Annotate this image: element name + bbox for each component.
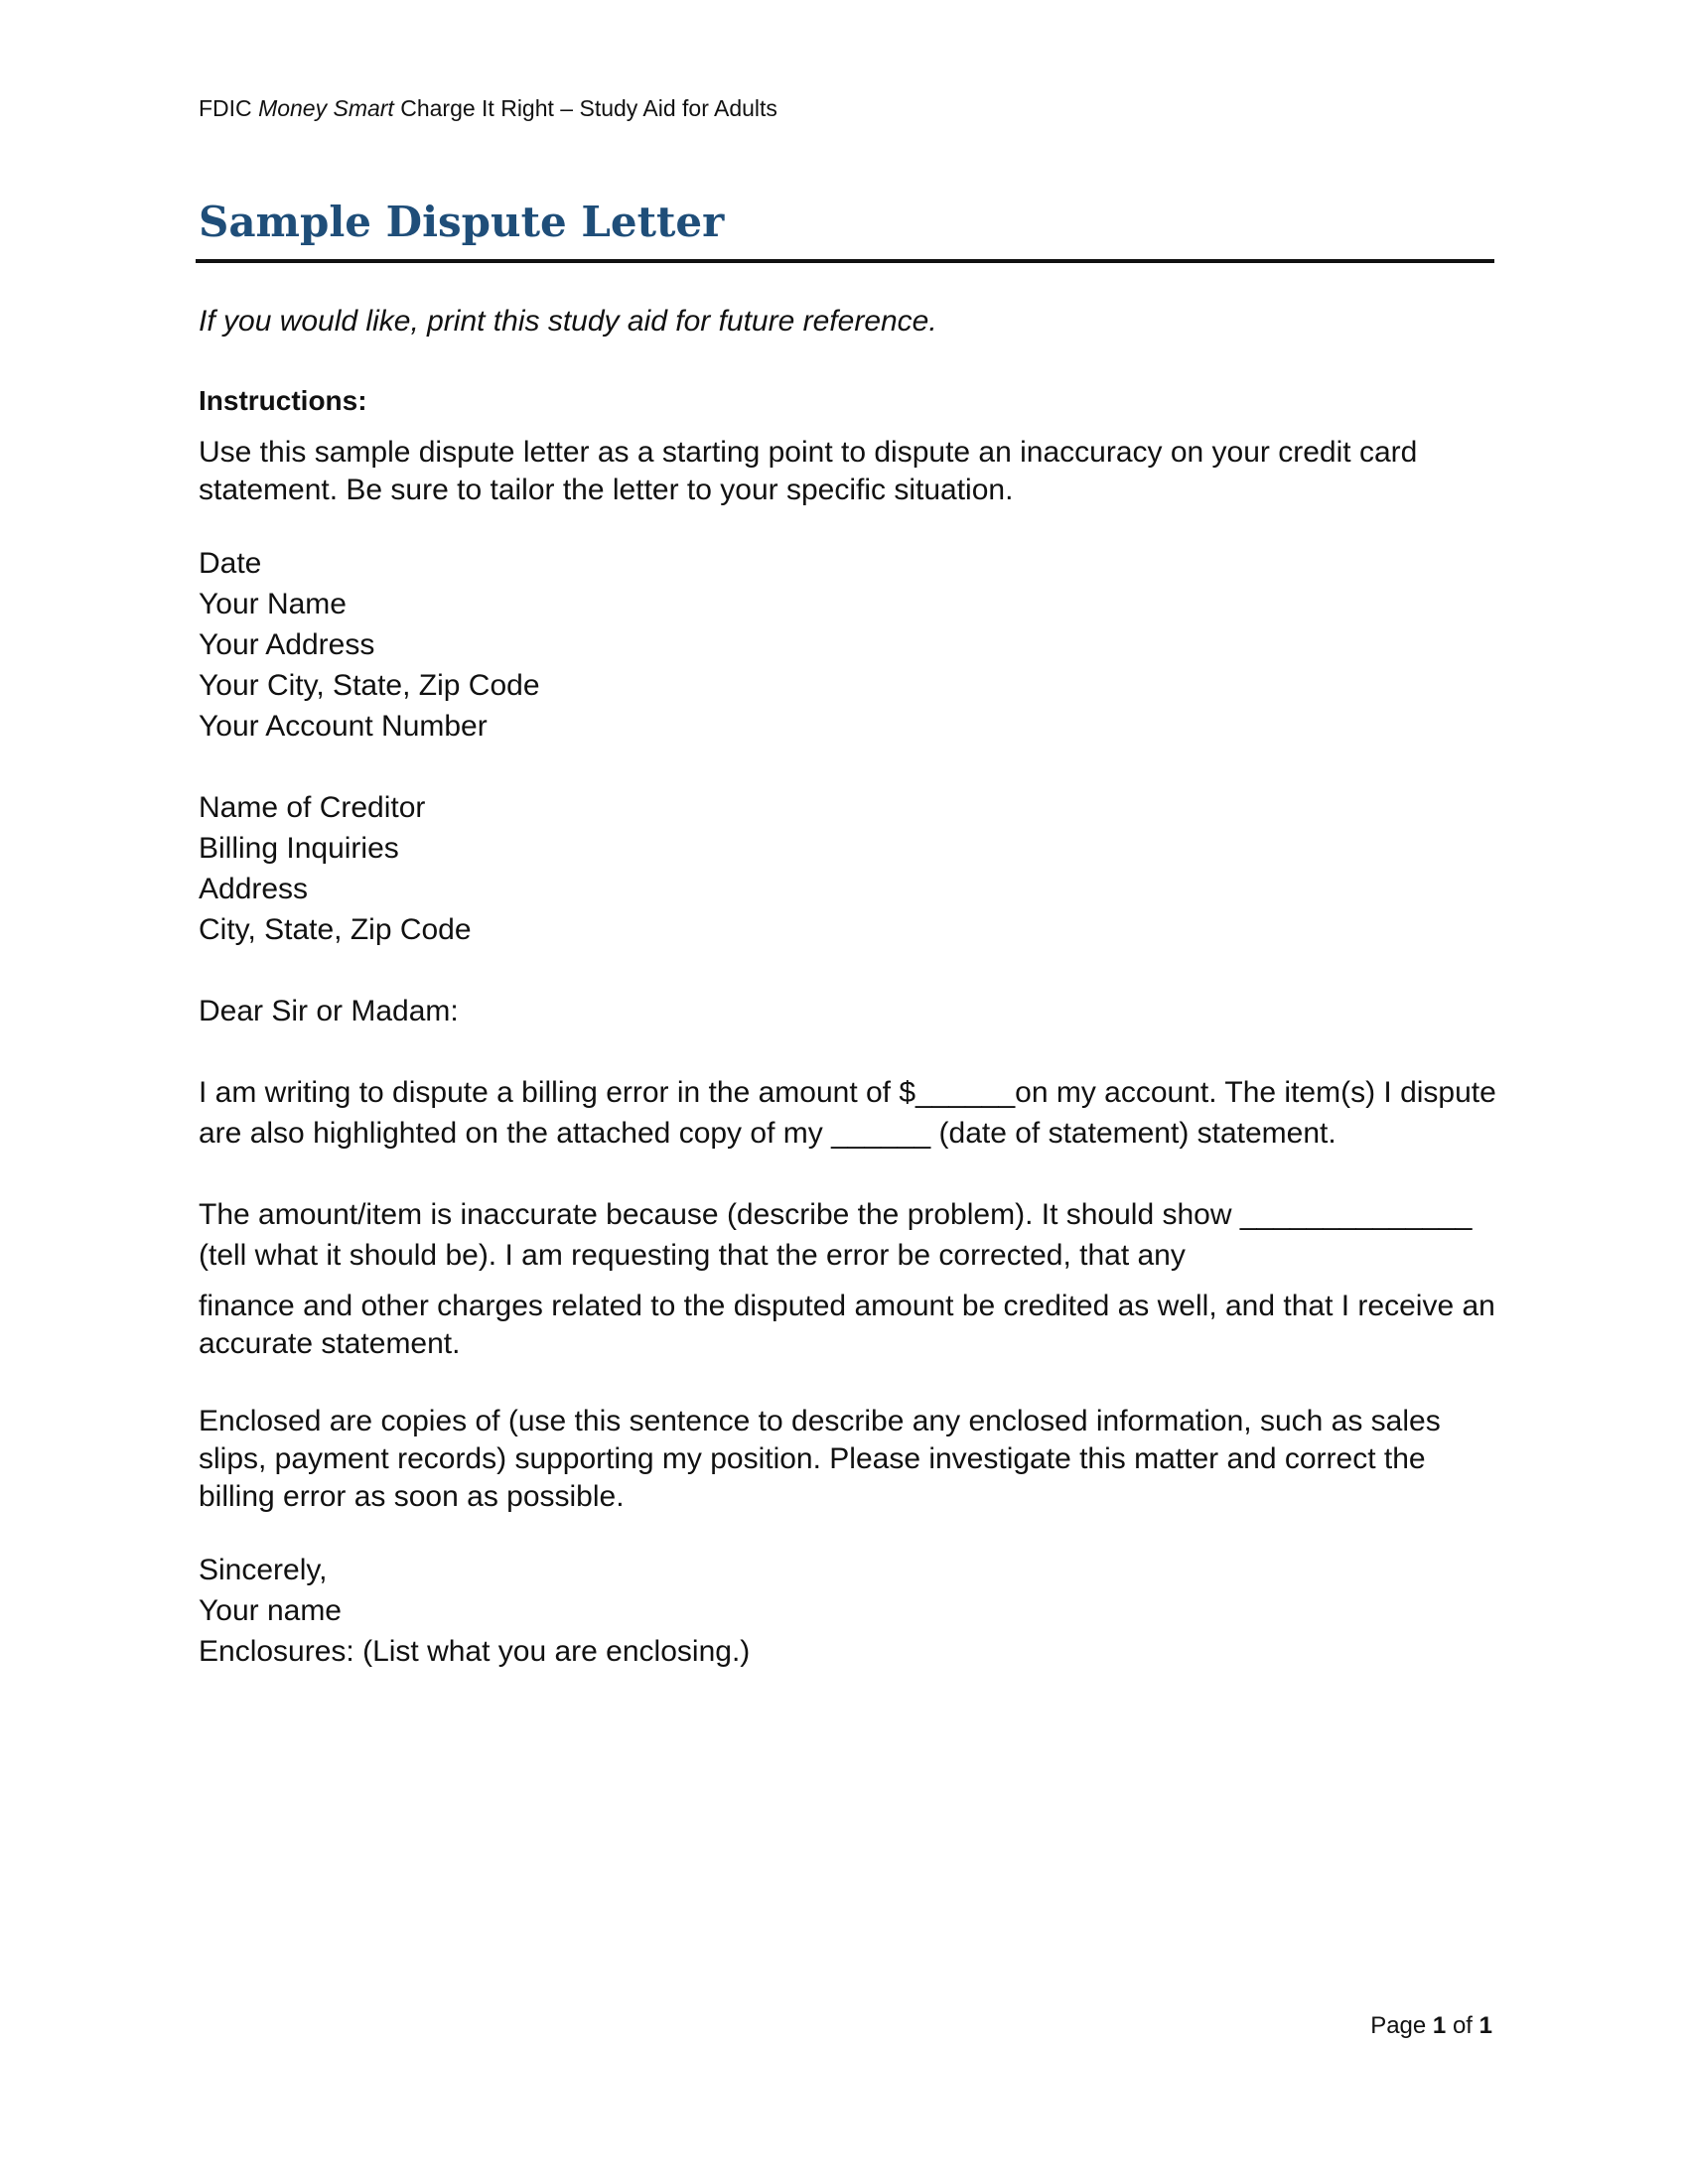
intro-note: If you would like, print this study aid for future reference. [199,305,937,338]
page-label: Page [1370,2012,1427,2039]
closing-line: Sincerely, [199,1554,328,1586]
recipient-line: City, State, Zip Code [199,913,472,946]
sender-line: Your Address [199,628,375,661]
letter-paragraph-3: Enclosed are copies of (use this sentence to describe any enclosed information, such as sales slips, payment records) supporting my position. Please investigate this matter and correct the billing error as soon as possible. [199,1405,1441,1513]
page-title: Sample Dispute Letter [199,198,725,246]
sender-line: Your Account Number [199,710,488,743]
letter-paragraph-1: I am writing to dispute a billing error in the amount of $______on my account. The item(s) I dispute are also highlighted on the attached copy of my ______ (date of statement) statement. [199,1076,1496,1150]
page-current: 1 [1432,2012,1447,2039]
document-body [199,303,1499,1672]
running-header [199,93,777,123]
sender-line: Your Name [199,588,347,620]
page-of-label: of [1452,2012,1473,2039]
instructions-heading: Instructions: [199,385,367,416]
recipient-line: Billing Inquiries [199,832,399,865]
salutation: Dear Sir or Madam: [199,995,459,1027]
closing-line: Your name [199,1594,342,1627]
title-divider [196,259,1494,263]
instructions-body: Use this sample dispute letter as a starting point to dispute an inaccuracy on your credit card statement. Be sure to tailor the letter to your specific situation. [199,436,1418,506]
recipient-line: Address [199,873,309,905]
sender-line: Your City, State, Zip Code [199,669,540,702]
letter-paragraph-2b: finance and other charges related to the disputed amount be credited as well, and that I receive an accurate statement. [199,1290,1495,1360]
closing-block [199,1550,1499,1672]
sender-address-block [199,543,1499,747]
header-prefix: FDIC [199,95,252,121]
recipient-address-block [199,787,1499,950]
header-suffix: Charge It Right – Study Aid for Adults [400,95,777,121]
page-total: 1 [1478,2012,1492,2039]
letter-paragraph-2a: The amount/item is inaccurate because (describe the problem). It should show ______________ (tell what it should be). I am requesting that the error be corrected, that any [199,1198,1473,1272]
page-number [1370,2011,1492,2041]
recipient-line: Name of Creditor [199,791,426,824]
closing-line: Enclosures: (List what you are enclosing.) [199,1635,751,1668]
header-brand: Money Smart [258,95,394,121]
sender-line: Date [199,547,262,580]
